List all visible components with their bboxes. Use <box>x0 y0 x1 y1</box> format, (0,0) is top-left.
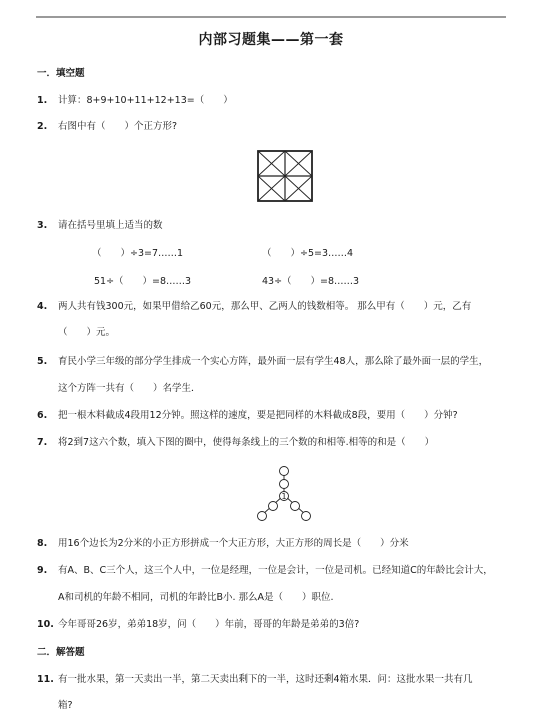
q3-equation-d: 43÷（ ）=8……3 <box>262 276 360 287</box>
q4-number: 4. <box>37 301 48 312</box>
q9-text-line1: 有A、B、C三个人，这三个人中，一位是经理，一位是会计，一位是司机。已经知道C的年龄比会计大， <box>58 565 493 576</box>
three-line-circle-figure <box>254 462 314 522</box>
q7-text: 将2到7这六个数，填入下图的圈中，使得每条线上的三个数的和相等.相等的和是（ ） <box>58 437 435 448</box>
q3-text: 请在括号里填上适当的数 <box>58 220 163 231</box>
section-answer: 二．解答题 <box>37 647 85 658</box>
q11-number: 11. <box>37 674 54 685</box>
q8-text: 用16个边长为2分米的小正方形拼成一个大正方形，大正方形的周长是（ ）分米 <box>58 538 409 549</box>
q1-number: 1. <box>37 95 48 106</box>
q11-text-line2: 箱? <box>58 700 73 711</box>
q6-number: 6. <box>37 410 48 421</box>
square-grid-figure <box>257 150 313 202</box>
section-fill-in: 一．填空题 <box>37 68 85 79</box>
header-rule <box>36 16 506 18</box>
q11-text-line1: 有一批水果，第一天卖出一半，第二天卖出剩下的一半，这时还剩4箱水果．问：这批水果一共有几 <box>58 674 473 685</box>
q10-text: 今年哥哥26岁，弟弟18岁，问（ ）年前，哥哥的年龄是弟弟的3倍? <box>58 619 360 630</box>
q4-text-line1: 两人共有钱300元，如果甲借给乙60元，那么甲、乙两人的钱数相等。 那么甲有（ ）元，乙有 <box>58 301 472 312</box>
q3-equation-c: 51÷（ ）=8……3 <box>94 276 192 287</box>
q3-equation-b: （ ）÷5=3……4 <box>262 248 354 259</box>
q9-number: 9. <box>37 565 48 576</box>
q7-number: 7. <box>37 437 48 448</box>
q3-number: 3. <box>37 220 48 231</box>
q5-text-line2: 这个方阵一共有（ ）名学生． <box>58 383 201 394</box>
q2-number: 2. <box>37 121 48 132</box>
q8-number: 8. <box>37 538 48 549</box>
q6-text: 把一根木料截成4段用12分钟。照这样的速度，要是把同样的木料截成8段，要用（ ）分钟? <box>58 410 458 421</box>
page-title: 内部习题集——第一套 <box>198 32 344 48</box>
q5-text-line1: 育民小学三年级的部分学生排成一个实心方阵，最外面一层有学生48人，那么除了最外面一层的学生， <box>58 356 489 367</box>
q3-equation-a: （ ）÷3=7……1 <box>92 248 184 259</box>
q7-center-value: 1 <box>281 492 287 501</box>
q2-text: 右图中有（ ）个正方形? <box>58 121 178 132</box>
q5-number: 5. <box>37 356 48 367</box>
q4-text-line2: （ ）元。 <box>58 327 116 338</box>
q1-text: 计算：8+9+10+11+12+13=（ ） <box>58 95 233 106</box>
q9-text-line2: A和司机的年龄不相同，司机的年龄比B小. 那么A是（ ）职位. <box>58 592 334 603</box>
q10-number: 10. <box>37 619 54 630</box>
